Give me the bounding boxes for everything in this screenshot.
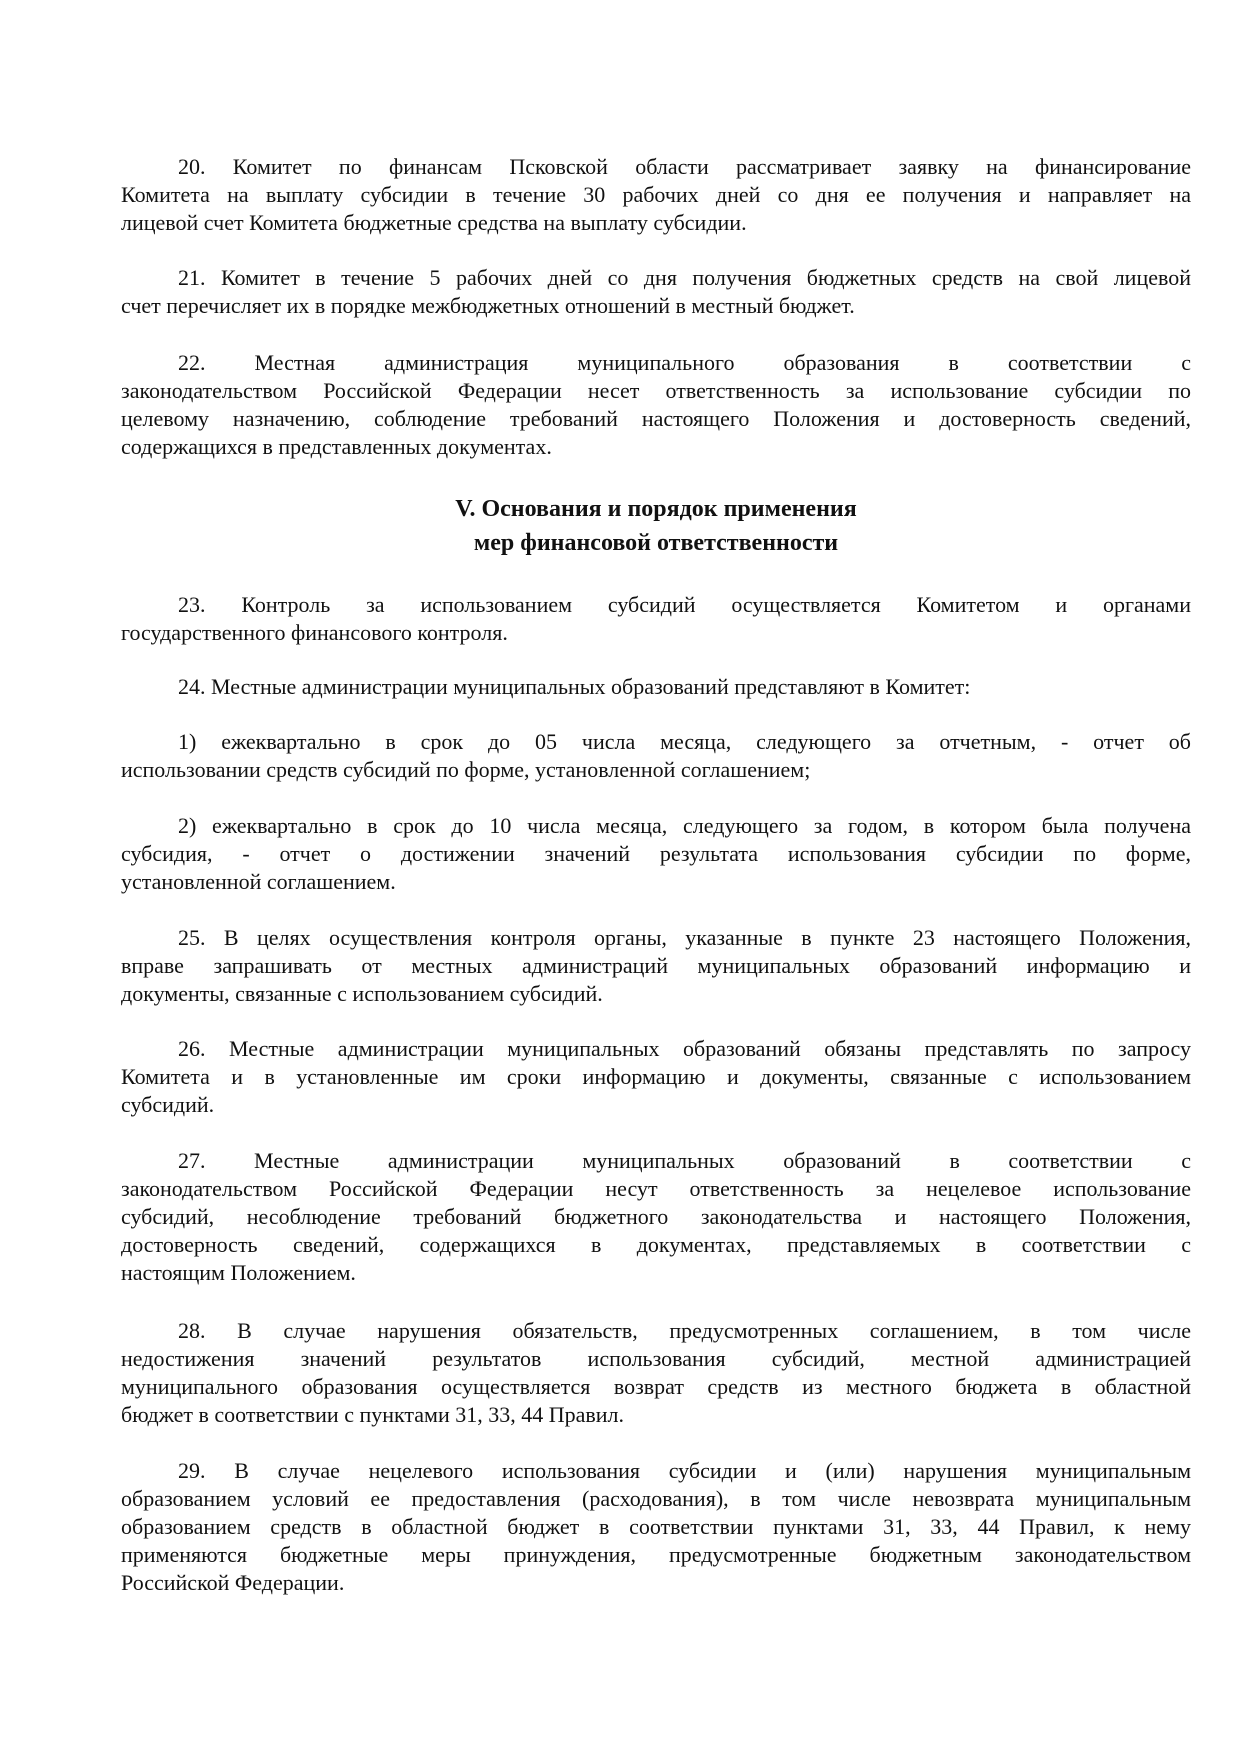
paragraph-line: законодательством Российской Федерации несет ответственность за использование субсидии по	[121, 378, 1191, 403]
paragraph-line: законодательством Российской Федерации несут ответственность за нецелевое использование	[121, 1176, 1191, 1201]
paragraph	[121, 264, 1191, 320]
paragraph-line: субсидий, несоблюдение требований бюджетного законодательства и настоящего Положения,	[121, 1204, 1191, 1229]
paragraph-line: использовании средств субсидий по форме, установленной соглашением;	[121, 757, 811, 782]
paragraph-line: 21. Комитет в течение 5 рабочих дней со дня получения бюджетных средств на свой лицевой	[178, 265, 1191, 290]
paragraph-line: 27. Местные администрации муниципальных образований в соответствии с	[178, 1148, 1191, 1173]
paragraph	[121, 673, 1191, 701]
paragraph-line: субсидия, - отчет о достижении значений результата использования субсидии по форме,	[121, 841, 1191, 866]
paragraph-line: 26. Местные администрации муниципальных образований обязаны представлять по запросу	[178, 1036, 1191, 1061]
paragraph-line: 2) ежеквартально в срок до 10 числа месяца, следующего за годом, в котором была получена	[178, 813, 1191, 838]
paragraph	[121, 1147, 1191, 1287]
paragraph-line: лицевой счет Комитета бюджетные средства на выплату субсидии.	[121, 210, 747, 235]
paragraph-line: 28. В случае нарушения обязательств, предусмотренных соглашением, в том числе	[178, 1318, 1191, 1343]
paragraph-line: муниципального образования осуществляется возврат средств из местного бюджета в областной	[121, 1374, 1191, 1399]
paragraph	[121, 591, 1191, 647]
paragraph	[121, 1035, 1191, 1119]
paragraph-line: настоящим Положением.	[121, 1260, 356, 1285]
paragraph-line: 23. Контроль за использованием субсидий осуществляется Комитетом и органами	[178, 592, 1191, 617]
paragraph	[121, 1317, 1191, 1429]
paragraph-line: документы, связанные с использованием субсидий.	[121, 981, 603, 1006]
paragraph-line: Российской Федерации.	[121, 1570, 345, 1595]
paragraph	[121, 728, 1191, 784]
paragraph-line: целевому назначению, соблюдение требований настоящего Положения и достоверность сведений,	[121, 406, 1191, 431]
paragraph-line: счет перечисляет их в порядке межбюджетных отношений в местный бюджет.	[121, 293, 855, 318]
paragraph-line: вправе запрашивать от местных администраций муниципальных образований информацию и	[121, 953, 1191, 978]
paragraph-line: Комитета и в установленные им сроки информацию и документы, связанные с использованием	[121, 1064, 1191, 1089]
section-heading-line: мер финансовой ответственности	[473, 530, 839, 556]
paragraph-line: образованием условий ее предоставления (расходования), в том числе невозврата муниципальным	[121, 1486, 1191, 1511]
paragraph-line: субсидий.	[121, 1092, 215, 1117]
paragraph-line: 22. Местная администрация муниципального образования в соответствии с	[178, 350, 1191, 375]
paragraph-line: применяются бюджетные меры принуждения, предусмотренные бюджетным законодательством	[121, 1542, 1191, 1567]
paragraph-line: достоверность сведений, содержащихся в документах, представляемых в соответствии с	[121, 1232, 1191, 1257]
paragraph-line: образованием средств в областной бюджет в соответствии пунктами 31, 33, 44 Правил, к нему	[121, 1514, 1191, 1539]
paragraph-line: 1) ежеквартально в срок до 05 числа месяца, следующего за отчетным, - отчет об	[178, 729, 1191, 754]
paragraph-line: 24. Местные администрации муниципальных образований представляют в Комитет:	[178, 674, 971, 699]
paragraph-line: содержащихся в представленных документах.	[121, 434, 552, 459]
section-heading	[121, 492, 1191, 560]
paragraph	[121, 924, 1191, 1008]
paragraph	[121, 153, 1191, 237]
section-heading-line: V. Основания и порядок применения	[455, 496, 857, 522]
paragraph-line: установленной соглашением.	[121, 869, 396, 894]
paragraph-line: 29. В случае нецелевого использования субсидии и (или) нарушения муниципальным	[178, 1458, 1191, 1483]
paragraph-line: государственного финансового контроля.	[121, 620, 508, 645]
paragraph-line: 20. Комитет по финансам Псковской области рассматривает заявку на финансирование	[178, 154, 1191, 179]
paragraph	[121, 1457, 1191, 1597]
paragraph-line: недостижения значений результатов использования субсидий, местной администрацией	[121, 1346, 1191, 1371]
paragraph-line: Комитета на выплату субсидии в течение 30 рабочих дней со дня ее получения и направляет на	[121, 182, 1191, 207]
paragraph-line: бюджет в соответствии с пунктами 31, 33, 44 Правил.	[121, 1402, 625, 1427]
paragraph-line: 25. В целях осуществления контроля органы, указанные в пункте 23 настоящего Положения,	[178, 925, 1191, 950]
paragraph	[121, 812, 1191, 896]
paragraph	[121, 349, 1191, 461]
